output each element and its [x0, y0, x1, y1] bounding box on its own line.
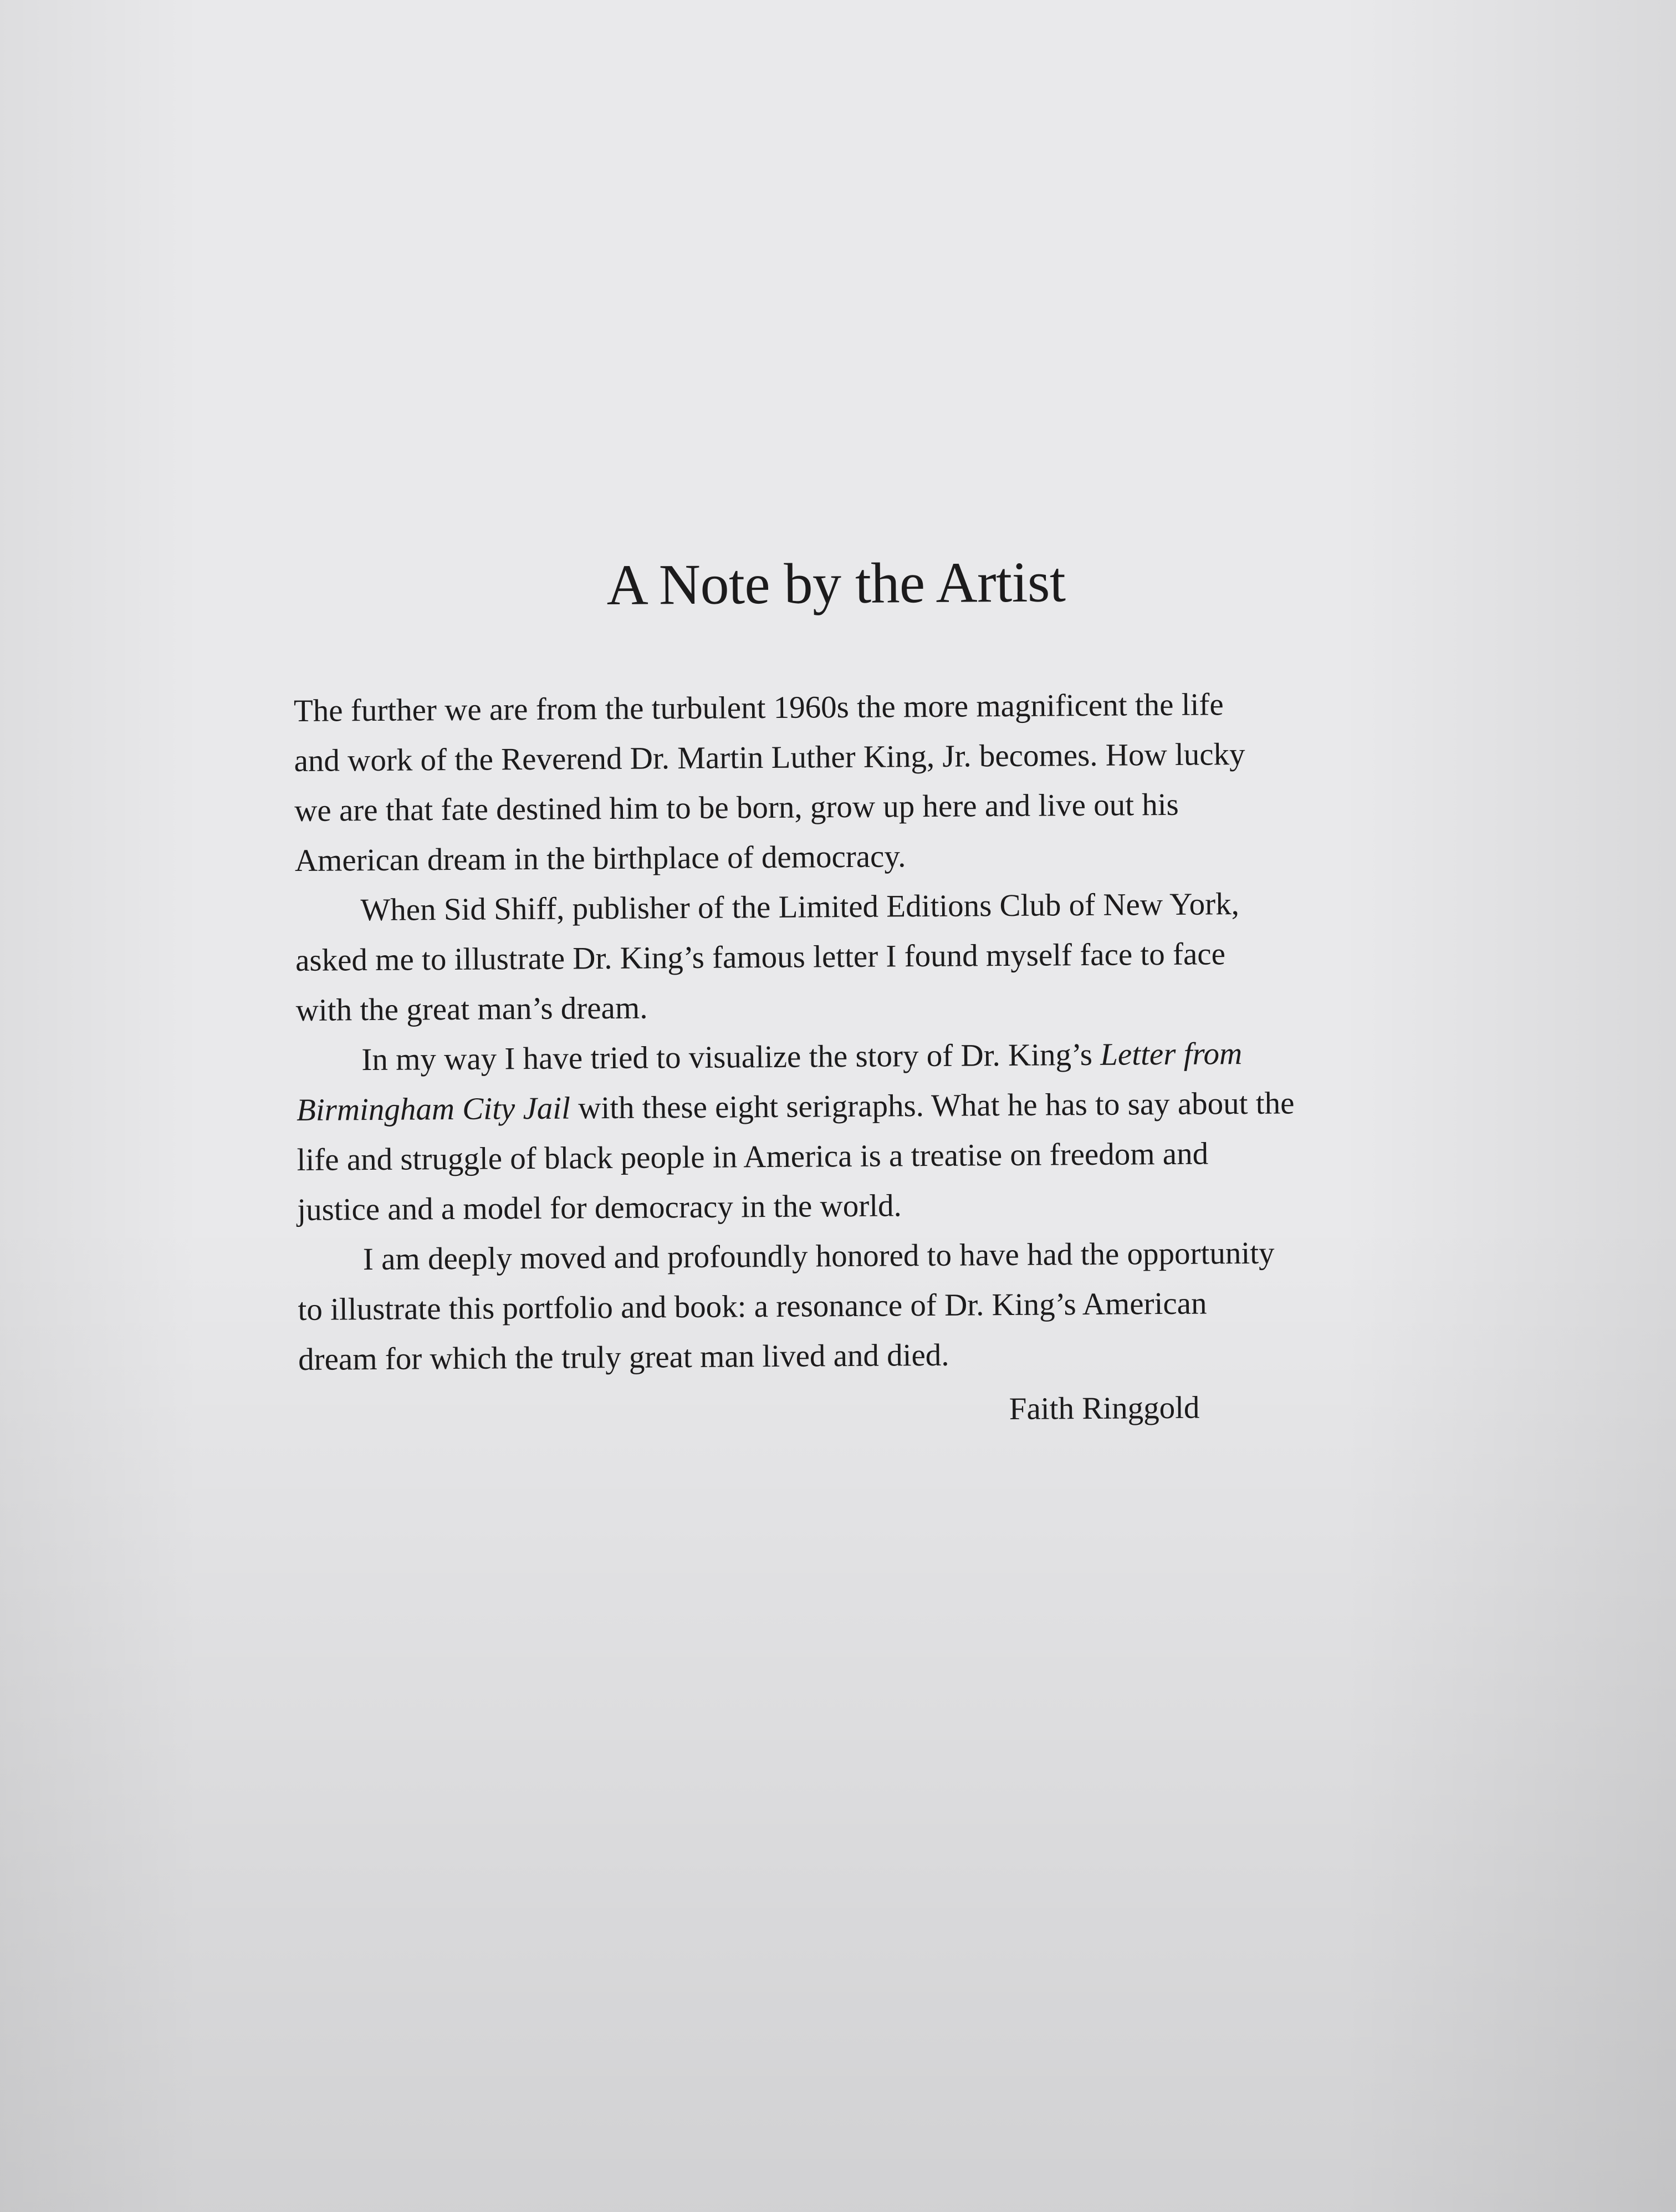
- text-line: dream for which the truly great man lived and died.: [298, 1337, 949, 1377]
- text-line: The further we are from the turbulent 1960s the more magnificent the life: [293, 686, 1224, 728]
- text-line: [296, 1028, 1383, 1085]
- text-line: asked me to illustrate Dr. King’s famous letter I found myself face to face: [295, 936, 1226, 978]
- note-content: [293, 547, 1385, 1439]
- paragraph-4: [298, 1227, 1385, 1385]
- note-body: [294, 679, 1385, 1385]
- text-line: and work of the Reverend Dr. Martin Luther King, Jr. becomes. How lucky: [294, 736, 1245, 778]
- text-line: with the great man’s dream.: [295, 990, 648, 1028]
- text-segment: In my way I have tried to visualize the story of Dr. King’s: [361, 1037, 1101, 1077]
- text-line: When Sid Shiff, publisher of the Limited Editions Club of New York,: [360, 886, 1240, 927]
- text-line: to illustrate this portfolio and book: a resonance of Dr. King’s American: [298, 1286, 1207, 1327]
- text-line: American dream in the birthplace of democracy.: [294, 838, 906, 878]
- signature: Faith Ringgold: [1009, 1390, 1200, 1426]
- text-line: life and struggle of black people in America is a treatise on freedom and: [297, 1136, 1209, 1178]
- text-line: [297, 1078, 1383, 1135]
- paragraph-1: [294, 679, 1381, 886]
- paragraph-2: [295, 878, 1382, 1036]
- text-line: justice and a model for democracy in the world.: [297, 1187, 902, 1227]
- book-title-italic: Birmingham City Jail: [296, 1090, 571, 1128]
- page-title: A Note by the Artist: [606, 550, 1066, 618]
- book-title-italic: Letter from: [1100, 1036, 1243, 1072]
- text-segment: with these eight serigraphs. What he has to say about the: [570, 1085, 1295, 1126]
- text-line: we are that fate destined him to be born, grow up here and live out his: [294, 787, 1179, 828]
- paragraph-3: [296, 1028, 1383, 1235]
- text-line: I am deeply moved and profoundly honored to have had the opportunity: [362, 1235, 1275, 1277]
